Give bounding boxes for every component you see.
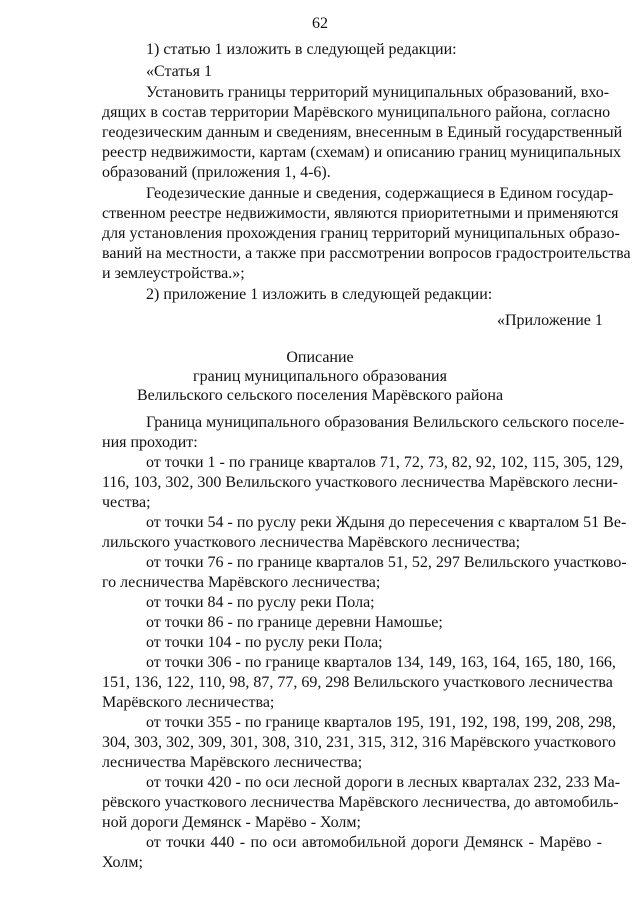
paragraph-line: от точки 306 - по границе кварталов 134, 149, 163, 164, 165, 180, 166, — [146, 654, 616, 671]
heading-line: Велильского сельского поселения Марёвского района — [136, 387, 504, 404]
paragraph-line: ваний на местности, а также при рассмотрении вопросов градостроительства — [102, 245, 631, 262]
paragraph-line: Геодезические данные и сведения, содержащиеся в Едином государ- — [146, 185, 614, 202]
article-label: «Статья 1 — [146, 63, 212, 80]
paragraph-line: от точки 420 - по оси лесной дороги в лесных кварталах 232, 233 Ма- — [146, 774, 621, 791]
paragraph-line: Холм; — [102, 854, 143, 871]
intro-line-2: 2) приложение 1 изложить в следующей редакции: — [146, 286, 493, 303]
paragraph-line: го лесничества Марёвского лесничества; — [102, 574, 381, 591]
paragraph-line: лильского участкового лесничества Марёвского лесничества; — [102, 534, 521, 551]
paragraph-line: 116, 103, 302, 300 Велильского участкового лесничества Марёвского лесни- — [102, 474, 618, 491]
paragraph-line: для установления прохождения границ территорий муниципальных образо- — [102, 225, 620, 242]
paragraph-line: ния проходит: — [102, 434, 198, 451]
paragraph-line: от точки 355 - по границе кварталов 195, 191, 192, 198, 199, 208, 298, — [146, 714, 616, 731]
paragraph-line: лесничества Марёвского лесничества; — [102, 754, 363, 771]
paragraph-line: 304, 303, 302, 309, 301, 308, 310, 231, 315, 312, 316 Марёвского участкового — [102, 734, 616, 751]
paragraph-line: от точки 104 - по руслу реки Пола; — [146, 634, 383, 651]
paragraph-line: реестр недвижимости, картам (схемам) и описанию границ муниципальных — [102, 144, 622, 161]
paragraph-line: от точки 76 - по границе кварталов 51, 52, 297 Велильского участково- — [146, 554, 627, 571]
paragraph-line: рёвского участкового лесничества Марёвского лесничества, до автомобиль- — [102, 794, 619, 811]
paragraph-line: от точки 1 - по границе кварталов 71, 72, 73, 82, 92, 102, 115, 305, 129, — [146, 454, 624, 471]
appendix-label: «Приложение 1 — [497, 312, 603, 329]
paragraph-line: ственном реестре недвижимости, являются приоритетными и применяются — [102, 205, 619, 222]
paragraph-line: геодезическим данным и сведениям, внесенным в Единый государственный — [102, 124, 623, 141]
page-number: 62 — [312, 15, 328, 32]
paragraph-line: от точки 54 - по руслу реки Ждыня до пересечения с кварталом 51 Ве- — [146, 514, 627, 531]
intro-line-1: 1) статью 1 изложить в следующей редакции: — [146, 41, 457, 58]
paragraph-line: Граница муниципального образования Велильского сельского поселе- — [146, 414, 625, 431]
paragraph-line: от точки 84 - по руслу реки Пола; — [146, 594, 375, 611]
paragraph-line: Марёвского лесничества; — [102, 694, 275, 711]
paragraph-line: от точки 86 - по границе деревни Намошье; — [146, 614, 443, 631]
paragraph-line: образований (приложения 1, 4-6). — [102, 164, 331, 181]
paragraph-line: Установить границы территорий муниципальных образований, вхо- — [146, 84, 610, 101]
paragraph-line: ной дороги Демянск - Марёво - Холм; — [102, 814, 361, 831]
paragraph-line: 151, 136, 122, 110, 98, 87, 77, 69, 298 Велильского участкового лесничества — [102, 674, 613, 691]
paragraph-line: и землеустройства.»; — [102, 265, 245, 282]
heading-line: Описание — [286, 349, 354, 366]
heading-line: границ муниципального образования — [193, 368, 447, 385]
paragraph-line: чества; — [102, 494, 151, 511]
paragraph-line: дящих в состав территории Марёвского муниципального района, согласно — [102, 104, 611, 121]
paragraph-line: от точки 440 - по оси автомобильной дороги Демянск - Марёво - — [146, 834, 602, 851]
